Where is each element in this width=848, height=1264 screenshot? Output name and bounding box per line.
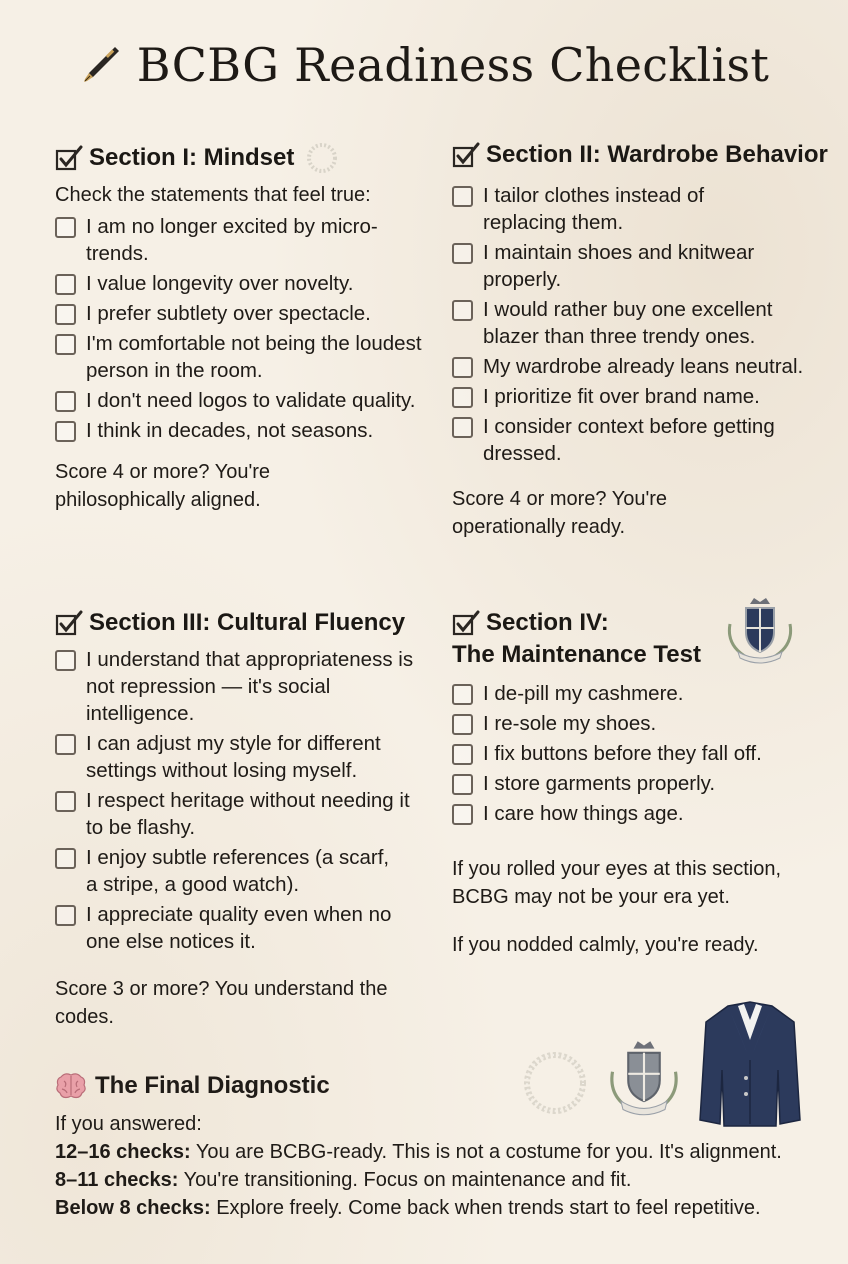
checklist-item: I prioritize fit over brand name.	[452, 383, 832, 410]
checkbox[interactable]	[452, 804, 473, 825]
checklist-item: I am no longer excited by micro-trends.	[55, 213, 425, 267]
pearl-necklace-icon	[304, 140, 340, 176]
checkmark-box-icon	[452, 610, 480, 636]
section-wardrobe-behavior	[452, 140, 832, 541]
section-heading	[452, 140, 832, 170]
tier-text: You are BCBG-ready. This is not a costume for you. It's alignment.	[195, 1141, 782, 1163]
checklist-item: I consider context before getting dressed.	[452, 413, 832, 467]
checklist-item: I would rather buy one excellent blazer than three trendy ones.	[452, 296, 832, 350]
checklist-item: I prefer subtlety over spectacle.	[55, 300, 425, 327]
page-title-row	[0, 38, 848, 92]
final-tier	[55, 1138, 835, 1166]
checkbox[interactable]	[55, 274, 76, 295]
note-text: If you rolled your eyes at this section, BCBG may not be your era yet.	[452, 858, 782, 908]
checkbox[interactable]	[452, 417, 473, 438]
section-heading	[55, 140, 425, 176]
fountain-pen-icon	[79, 43, 123, 87]
score-text: Score 3 or more? You understand the codes.	[55, 978, 388, 1028]
checkbox[interactable]	[55, 391, 76, 412]
checkbox[interactable]	[55, 734, 76, 755]
final-tier	[55, 1194, 835, 1222]
tier-label: 12–16 checks:	[55, 1141, 191, 1163]
section-title: Section I: Mindset	[89, 144, 295, 171]
final-tier	[55, 1166, 835, 1194]
section-heading	[55, 608, 425, 638]
tier-text: You're transitioning. Focus on maintenance and fit.	[183, 1169, 632, 1191]
section-title: Section II: Wardrobe Behavior	[486, 141, 828, 168]
checklist	[452, 680, 832, 827]
section-title: Section IV:	[486, 609, 609, 636]
checkbox[interactable]	[55, 304, 76, 325]
checkbox[interactable]	[55, 334, 76, 355]
checklist-item: I'm comfortable not being the loudest person in the room.	[55, 330, 425, 384]
checkbox[interactable]	[452, 714, 473, 735]
checkbox[interactable]	[55, 905, 76, 926]
score-text: Score 4 or more? You're operationally ready.	[452, 488, 668, 538]
checklist	[452, 182, 832, 467]
crest-emblem-icon	[720, 594, 800, 666]
checklist-item: My wardrobe already leans neutral.	[452, 353, 832, 380]
checklist-item: I can adjust my style for different settings without losing myself.	[55, 730, 425, 784]
score-text: Score 4 or more? You're philosophically aligned.	[55, 461, 271, 511]
checkbox[interactable]	[452, 744, 473, 765]
checklist	[55, 646, 425, 955]
checkbox[interactable]	[55, 217, 76, 238]
checkmark-box-icon	[55, 145, 83, 171]
checkbox[interactable]	[452, 387, 473, 408]
checklist-item: I care how things age.	[452, 800, 832, 827]
checkbox[interactable]	[452, 774, 473, 795]
checklist-item: I value longevity over novelty.	[55, 270, 425, 297]
brain-icon	[55, 1072, 87, 1100]
checklist-item: I enjoy subtle references (a scarf, a stripe, a good watch).	[55, 844, 425, 898]
checkbox[interactable]	[452, 684, 473, 705]
checklist-item: I think in decades, not seasons.	[55, 417, 425, 444]
checklist-item: I de-pill my cashmere.	[452, 680, 832, 707]
section-intro: Check the statements that feel true:	[55, 184, 371, 206]
section-heading	[55, 1070, 835, 1102]
checkmark-box-icon	[55, 610, 83, 636]
checklist-item: I respect heritage without needing it to be flashy.	[55, 787, 425, 841]
checklist-item: I maintain shoes and knitwear properly.	[452, 239, 832, 293]
checklist-item: I fix buttons before they fall off.	[452, 740, 832, 767]
tier-text: Explore freely. Come back when trends start to feel repetitive.	[216, 1197, 761, 1219]
section-maintenance-test	[452, 608, 832, 959]
checkbox[interactable]	[452, 357, 473, 378]
checklist-item: I tailor clothes instead of replacing them.	[452, 182, 832, 236]
checklist-item: I don't need logos to validate quality.	[55, 387, 425, 414]
section-subtitle: The Maintenance Test	[452, 641, 701, 668]
checklist	[55, 213, 425, 444]
checkbox[interactable]	[55, 848, 76, 869]
checkbox[interactable]	[452, 300, 473, 321]
section-title: Section III: Cultural Fluency	[89, 609, 406, 636]
section-mindset	[55, 140, 425, 514]
checkbox[interactable]	[452, 186, 473, 207]
checkbox[interactable]	[55, 650, 76, 671]
checkmark-box-icon	[452, 142, 480, 168]
final-intro: If you answered:	[55, 1113, 202, 1135]
tier-label: 8–11 checks:	[55, 1169, 179, 1191]
checkbox[interactable]	[55, 421, 76, 442]
section-cultural-fluency	[55, 608, 425, 1031]
checklist-item: I store garments properly.	[452, 770, 832, 797]
checkbox[interactable]	[452, 243, 473, 264]
document-title: BCBG Readiness Checklist	[136, 38, 770, 92]
checklist-item: I understand that appropriateness is not repression — it's social intelligence.	[55, 646, 425, 727]
note-text: If you nodded calmly, you're ready.	[452, 934, 759, 956]
tier-label: Below 8 checks:	[55, 1197, 211, 1219]
section-title: The Final Diagnostic	[95, 1072, 330, 1099]
final-diagnostic	[55, 1070, 835, 1222]
checklist-item: I appreciate quality even when no one else notices it.	[55, 901, 425, 955]
checkbox[interactable]	[55, 791, 76, 812]
checklist-item: I re-sole my shoes.	[452, 710, 832, 737]
